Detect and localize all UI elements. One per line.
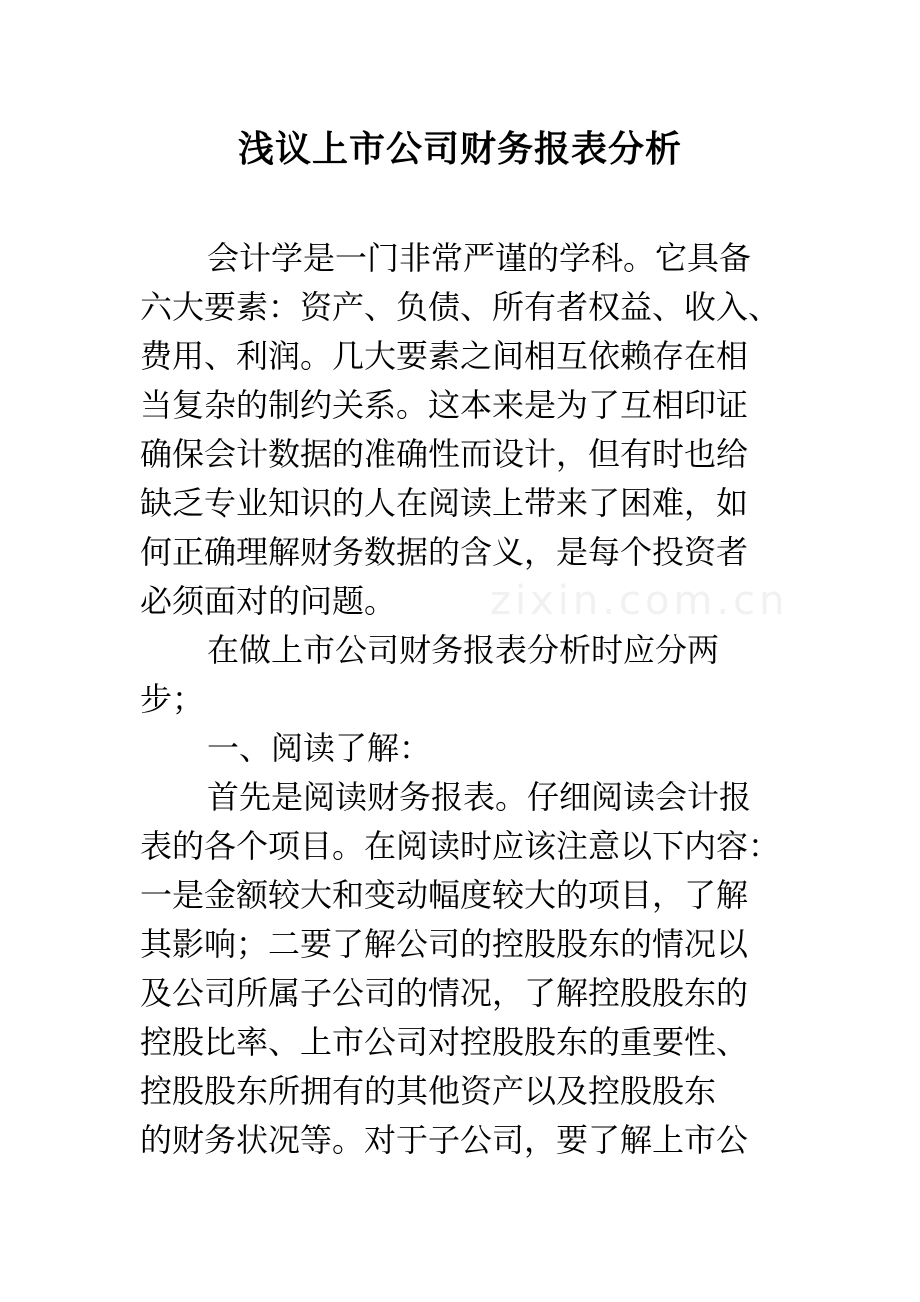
paragraph-line: 费用、利润。几大要素之间相互依赖存在相 [140, 337, 749, 375]
paragraph-line: 控股比率、上市公司对控股股东的重要性、 [140, 1023, 749, 1061]
paragraph-line: 的财务状况等。对于子公司，要了解上市公 [140, 1121, 749, 1159]
paragraph-line: 控股股东所拥有的其他资产以及控股股东 [140, 1072, 717, 1110]
paragraph-line: 首先是阅读财务报表。仔细阅读会计报 [207, 778, 752, 816]
paragraph-line: 在做上市公司财务报表分析时应分两 [207, 631, 720, 669]
paragraph-line: 会计学是一门非常严谨的学科。它具备 [207, 239, 752, 277]
paragraph-line: 缺乏专业知识的人在阅读上带来了困难，如 [140, 484, 749, 522]
watermark: zixin.com.cn [490, 578, 789, 624]
paragraph-line: 表的各个项目。在阅读时应该注意以下内容： [140, 827, 781, 865]
paragraph-line: 六大要素：资产、负债、所有者权益、收入、 [140, 288, 781, 326]
paragraph-line: 及公司所属子公司的情况，了解控股股东的 [140, 974, 749, 1012]
paragraph-line: 当复杂的制约关系。这本来是为了互相印证 [140, 386, 749, 424]
section-heading: 一、阅读了解： [207, 729, 432, 767]
paragraph-line: 步； [140, 680, 205, 718]
paragraph-line: 确保会计数据的准确性而设计，但有时也给 [140, 435, 749, 473]
paragraph-line: 必须面对的问题。 [140, 582, 397, 620]
paragraph-line: 一是金额较大和变动幅度较大的项目，了解 [140, 876, 749, 914]
paragraph-line: 何正确理解财务数据的含义，是每个投资者 [140, 533, 749, 571]
paragraph-line: 其影响；二要了解公司的控股股东的情况以 [140, 925, 749, 963]
document-title: 浅议上市公司财务报表分析 [237, 129, 682, 170]
